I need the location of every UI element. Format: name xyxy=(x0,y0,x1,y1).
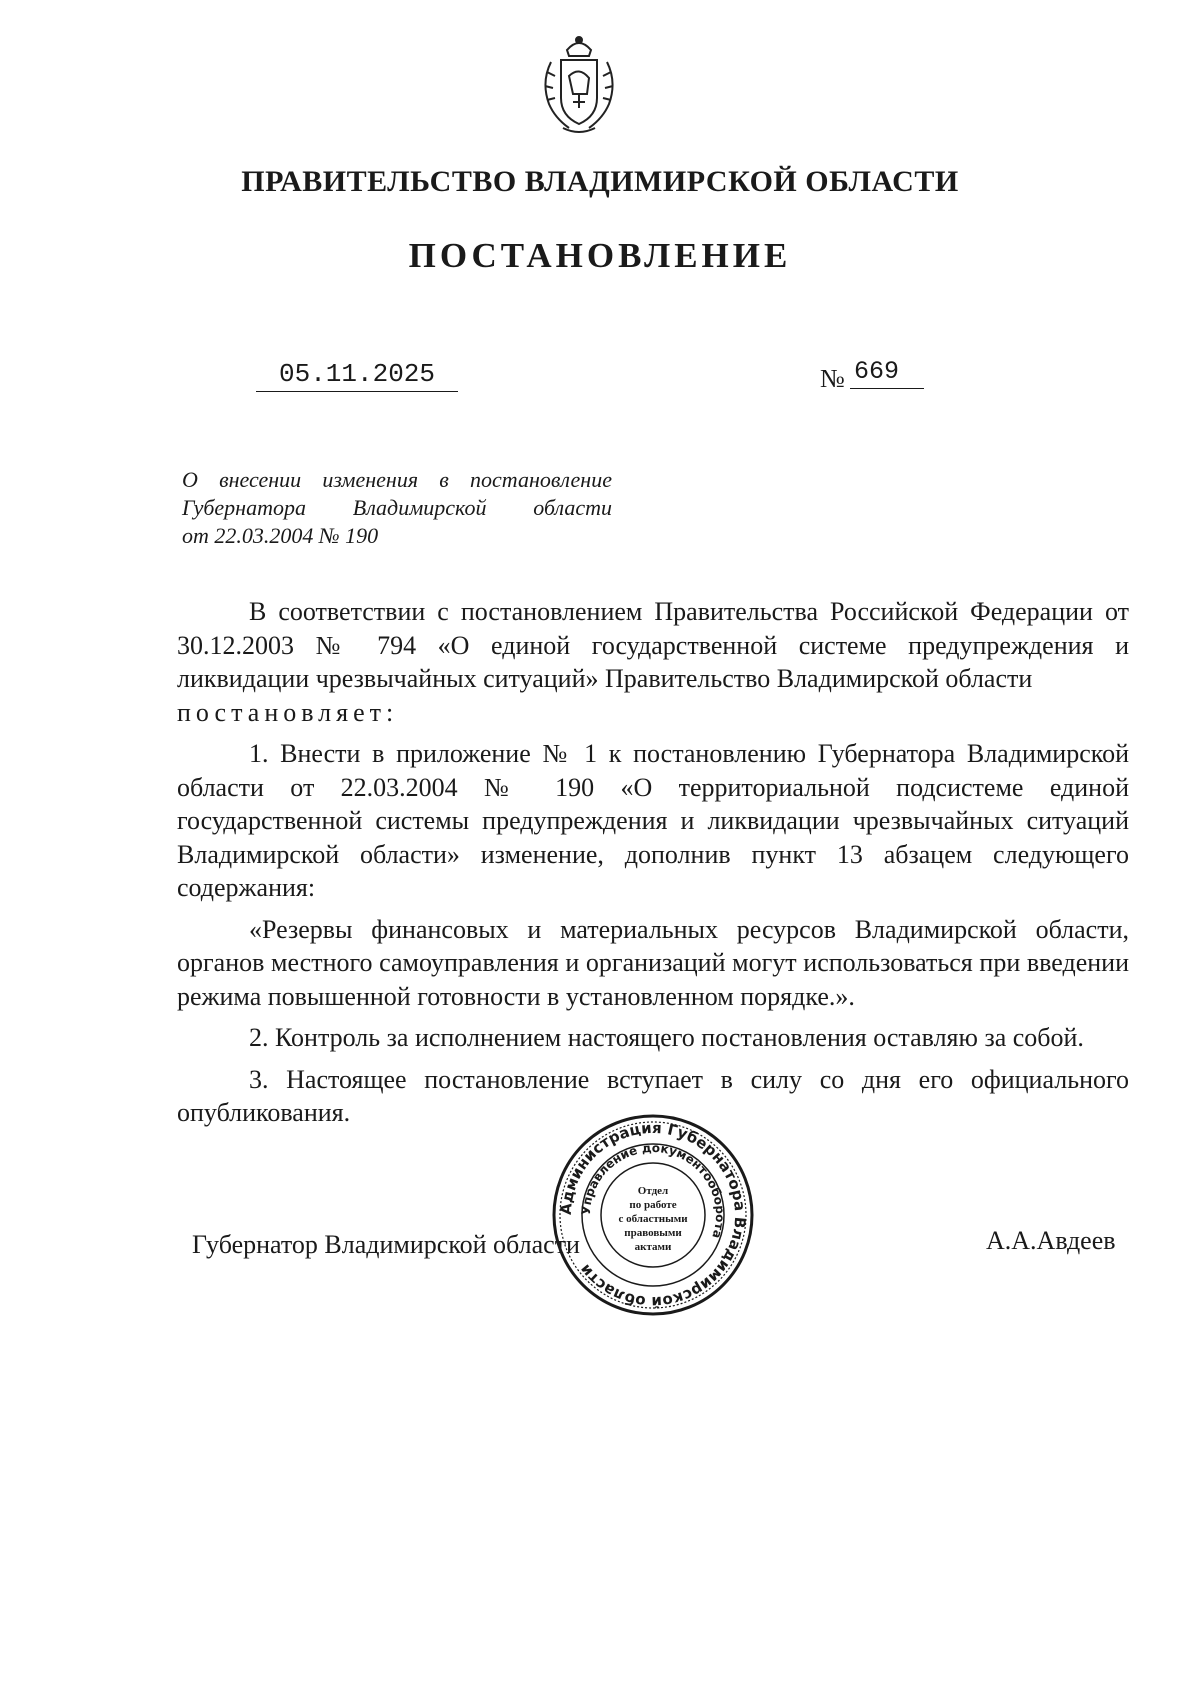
stamp-center-line: по работе xyxy=(629,1199,677,1211)
item-1-paragraph: 1. Внести в приложение № 1 к постановлению Губернатора Владимирской области от 22.03.2004 № 190 «О территориальной подсистеме единой государственной системы предупреждения и ликвидации чрезвычайных ситуаций Владимирской области» изменение, дополнив пункт 13 абзацем следующего содержания: xyxy=(177,739,1129,902)
document-date: 05.11.2025 xyxy=(256,358,458,392)
document-subject xyxy=(182,466,612,550)
subject-line: О внесении изменения в постановление xyxy=(182,467,612,492)
document-body xyxy=(177,595,1129,1138)
signatory-name: А.А.Авдеев xyxy=(986,1226,1116,1255)
item-2-paragraph: 2. Контроль за исполнением настоящего постановления оставляю за собой. xyxy=(249,1023,1084,1052)
stamp-center-line: правовыми xyxy=(624,1227,682,1239)
resolves-word: постановляет: xyxy=(177,697,399,727)
document-number: 669 xyxy=(850,356,924,389)
number-sign: № xyxy=(820,364,845,393)
organization-title: ПРАВИТЕЛЬСТВО ВЛАДИМИРСКОЙ ОБЛАСТИ xyxy=(241,165,959,198)
stamp-middle-text: Управление документооборота xyxy=(578,1140,728,1241)
stamp-center-line: актами xyxy=(634,1241,672,1253)
preamble-paragraph xyxy=(177,595,1129,729)
coat-of-arms-icon xyxy=(533,32,625,136)
stamp-center-line: с областными xyxy=(618,1213,688,1225)
subject-line: от 22.03.2004 № 190 xyxy=(182,523,379,548)
stamp-center-line: Отдел xyxy=(637,1185,669,1197)
stamp-outer-text: Администрация Губернатора Владимирской области xyxy=(556,1118,750,1312)
quoted-paragraph: «Резервы финансовых и материальных ресурсов Владимирской области, органов местного самоуправления и организаций могут использоваться при введении режима повышенной готовности в установленном порядке.». xyxy=(177,914,1129,1011)
document-type-title: ПОСТАНОВЛЕНИЕ xyxy=(408,236,792,275)
subject-line: Губернатора Владимирской области xyxy=(182,495,612,520)
official-stamp xyxy=(550,1112,756,1318)
preamble-text: В соответствии с постановлением Правительства Российской Федерации от 30.12.2003 № 794 «О единой государственной системе предупреждения и ликвидации чрезвычайных ситуаций» Правительство Владимирской области xyxy=(177,597,1129,693)
item-3-paragraph: 3. Настоящее постановление вступает в силу со дня его официального опубликования. xyxy=(177,1064,1129,1127)
signatory-position: Губернатор Владимирской области xyxy=(192,1230,580,1259)
